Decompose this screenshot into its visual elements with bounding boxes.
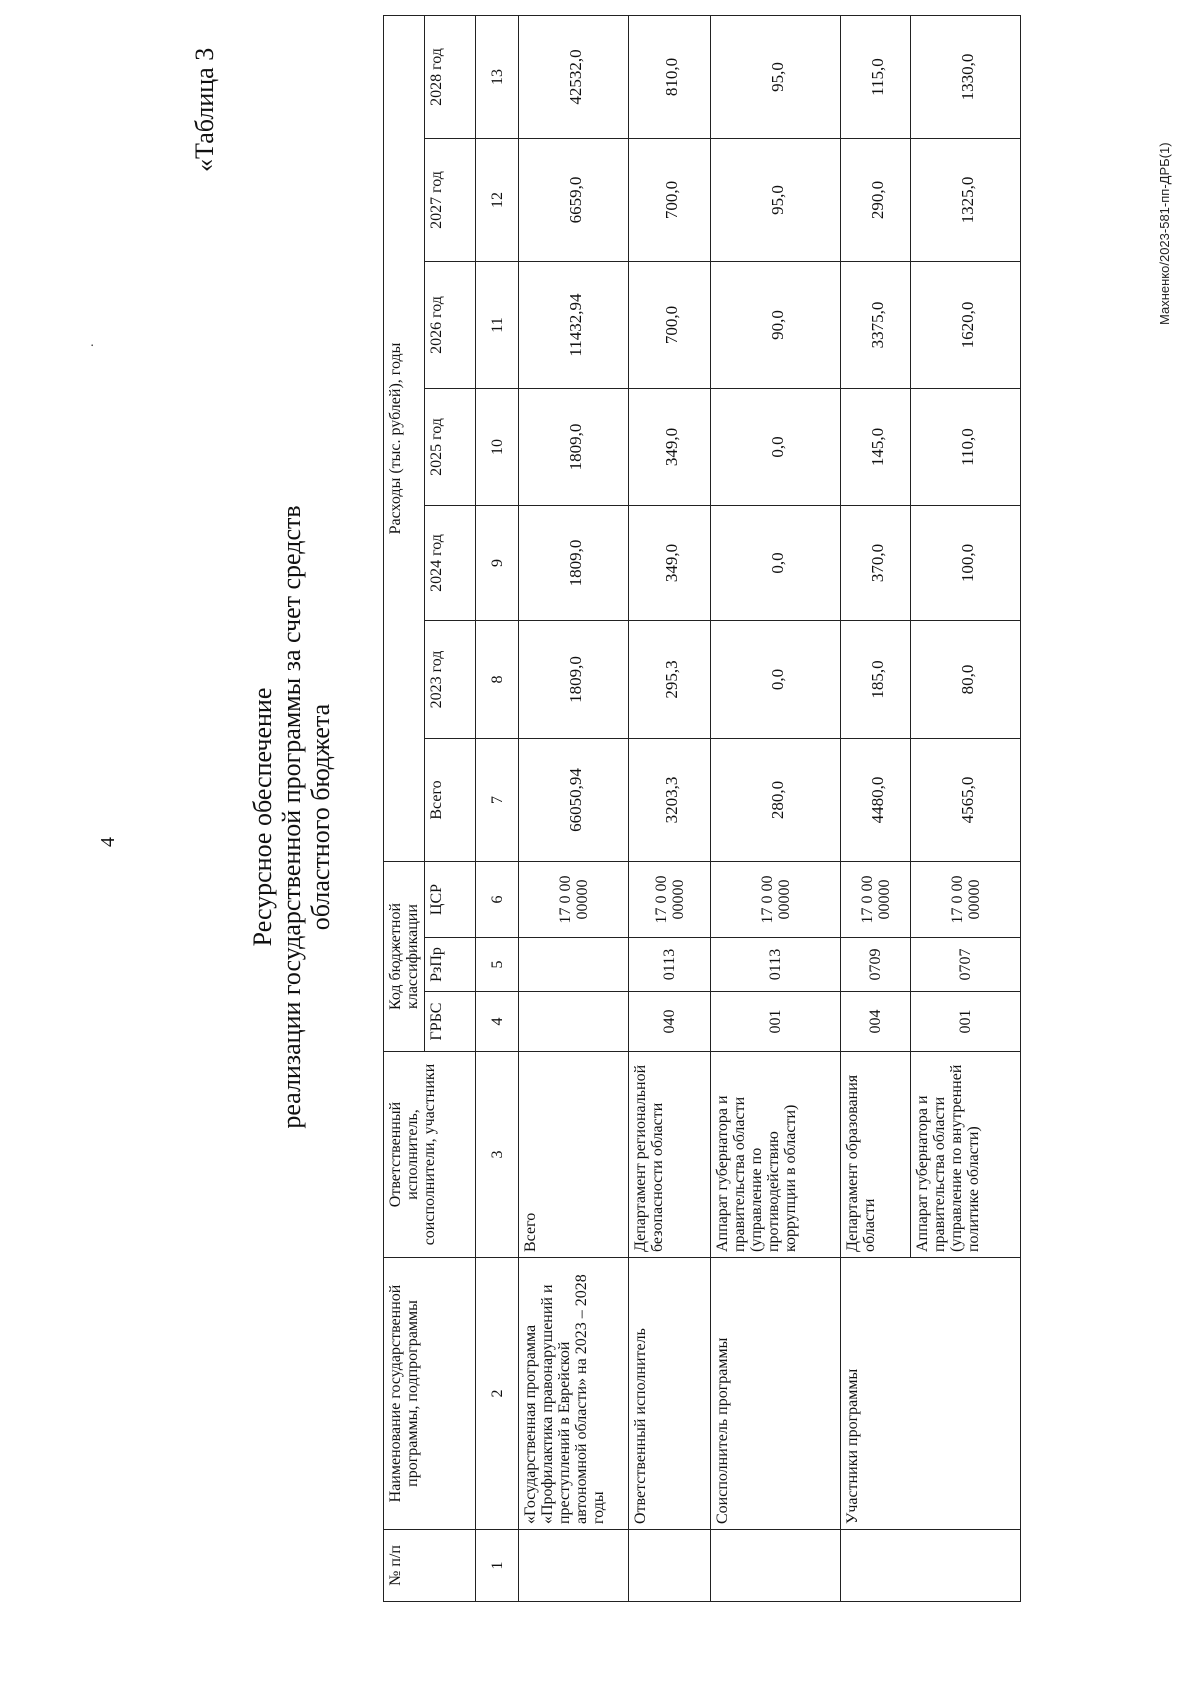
grbs-code: 004 xyxy=(841,992,911,1052)
year-2025-value: 0,0 xyxy=(711,389,841,506)
year-2028-value: 95,0 xyxy=(711,16,841,139)
row-num xyxy=(841,1530,1021,1602)
year-2026-value: 90,0 xyxy=(711,262,841,389)
year-2024-value: 370,0 xyxy=(841,506,911,621)
csr-code: 17 0 00 00000 xyxy=(629,862,711,938)
column-number: 10 xyxy=(476,389,519,506)
year-2025-value: 110,0 xyxy=(911,389,1021,506)
program-name: Участники программы xyxy=(841,1258,1021,1530)
rzpr-code: 0707 xyxy=(911,938,1021,992)
column-number: 2 xyxy=(476,1258,519,1530)
header-2027: 2027 год xyxy=(425,139,476,262)
year-2025-value: 349,0 xyxy=(629,389,711,506)
total-value: 4565,0 xyxy=(911,739,1021,862)
header-2026: 2026 год xyxy=(425,262,476,389)
title-line-2: реализации государственной программы за счет средств xyxy=(277,505,306,1129)
csr-code: 17 0 00 00000 xyxy=(711,862,841,938)
header-name: Наименование государственной программы, подпрограммы xyxy=(384,1258,476,1530)
header-2024: 2024 год xyxy=(425,506,476,621)
column-number: 6 xyxy=(476,862,519,938)
grbs-code: 040 xyxy=(629,992,711,1052)
column-number: 5 xyxy=(476,938,519,992)
executor: Департамент образования области xyxy=(841,1052,911,1258)
row-num xyxy=(519,1530,629,1602)
header-2025: 2025 год xyxy=(425,389,476,506)
column-number: 9 xyxy=(476,506,519,621)
year-2026-value: 1620,0 xyxy=(911,262,1021,389)
row-num xyxy=(711,1530,841,1602)
table-row xyxy=(841,16,911,1602)
rzpr-code: 0709 xyxy=(841,938,911,992)
year-2028-value: 42532,0 xyxy=(519,16,629,139)
year-2027-value: 290,0 xyxy=(841,139,911,262)
year-2028-value: 1330,0 xyxy=(911,16,1021,139)
year-2025-value: 1809,0 xyxy=(519,389,629,506)
year-2027-value: 1325,0 xyxy=(911,139,1021,262)
year-2026-value: 700,0 xyxy=(629,262,711,389)
year-2024-value: 100,0 xyxy=(911,506,1021,621)
header-row-1 xyxy=(384,16,425,1602)
year-2023-value: 1809,0 xyxy=(519,621,629,739)
executor: Департамент региональной безопасности области xyxy=(629,1052,711,1258)
table-row xyxy=(711,16,841,1602)
document-code: Махненко/2023-581-пп-ДРБ(1) xyxy=(1157,142,1172,325)
header-num: № п/п xyxy=(384,1530,476,1602)
column-number: 12 xyxy=(476,139,519,262)
program-name: «Государственная программа «Профилактика правонарушений и преступлений в Еврейской автономной области» на 2023 – 2028 годы xyxy=(519,1258,629,1530)
title-line-3: областного бюджета xyxy=(306,703,335,931)
header-2023: 2023 год xyxy=(425,621,476,739)
year-2028-value: 810,0 xyxy=(629,16,711,139)
total-value: 4480,0 xyxy=(841,739,911,862)
csr-code: 17 0 00 00000 xyxy=(911,862,1021,938)
header-code-group: Код бюджетной классификации xyxy=(384,862,425,1052)
column-number: 7 xyxy=(476,739,519,862)
row-num xyxy=(629,1530,711,1602)
column-number: 13 xyxy=(476,16,519,139)
executor: Всего xyxy=(519,1052,629,1258)
year-2023-value: 80,0 xyxy=(911,621,1021,739)
program-name: Соисполнитель программы xyxy=(711,1258,841,1530)
column-number-row xyxy=(476,16,519,1602)
rzpr-code xyxy=(519,938,629,992)
year-2027-value: 700,0 xyxy=(629,139,711,262)
csr-code: 17 0 00 00000 xyxy=(841,862,911,938)
grbs-code: 001 xyxy=(911,992,1021,1052)
header-exec: Ответственный исполнитель, соисполнители, участники xyxy=(384,1052,476,1258)
header-grbs: ГРБС xyxy=(425,992,476,1052)
year-2024-value: 0,0 xyxy=(711,506,841,621)
executor: Аппарат губернатора и правительства области (управление по внутренней политике области) xyxy=(911,1052,1021,1258)
year-2025-value: 145,0 xyxy=(841,389,911,506)
title-line-1: Ресурсное обеспечение xyxy=(248,687,277,947)
header-csr: ЦСР xyxy=(425,862,476,938)
table-label: «Таблица 3 xyxy=(190,47,219,172)
resource-table xyxy=(383,15,1021,1602)
grbs-code: 001 xyxy=(711,992,841,1052)
stray-mark: . xyxy=(82,343,97,347)
year-2023-value: 295,3 xyxy=(629,621,711,739)
header-rzpr: РзПр xyxy=(425,938,476,992)
column-number: 4 xyxy=(476,992,519,1052)
total-value: 3203,3 xyxy=(629,739,711,862)
program-name: Ответственный исполнитель xyxy=(629,1258,711,1530)
year-2026-value: 11432,94 xyxy=(519,262,629,389)
column-number: 3 xyxy=(476,1052,519,1258)
header-total: Всего xyxy=(425,739,476,862)
column-number: 1 xyxy=(476,1530,519,1602)
year-2023-value: 0,0 xyxy=(711,621,841,739)
table-row xyxy=(519,16,629,1602)
csr-code: 17 0 00 00000 xyxy=(519,862,629,938)
total-value: 280,0 xyxy=(711,739,841,862)
executor: Аппарат губернатора и правительства области (управление по противодействию коррупции в области) xyxy=(711,1052,841,1258)
page-number: 4 xyxy=(97,837,119,847)
year-2023-value: 185,0 xyxy=(841,621,911,739)
rzpr-code: 0113 xyxy=(629,938,711,992)
header-2028: 2028 год xyxy=(425,16,476,139)
table-row xyxy=(629,16,711,1602)
year-2028-value: 115,0 xyxy=(841,16,911,139)
grbs-code xyxy=(519,992,629,1052)
year-2024-value: 1809,0 xyxy=(519,506,629,621)
year-2027-value: 95,0 xyxy=(711,139,841,262)
total-value: 66050,94 xyxy=(519,739,629,862)
header-expenses-group: Расходы (тыс. рублей), годы xyxy=(384,16,425,862)
column-number: 11 xyxy=(476,262,519,389)
rzpr-code: 0113 xyxy=(711,938,841,992)
document-title xyxy=(248,437,335,1197)
year-2027-value: 6659,0 xyxy=(519,139,629,262)
year-2024-value: 349,0 xyxy=(629,506,711,621)
column-number: 8 xyxy=(476,621,519,739)
year-2026-value: 3375,0 xyxy=(841,262,911,389)
